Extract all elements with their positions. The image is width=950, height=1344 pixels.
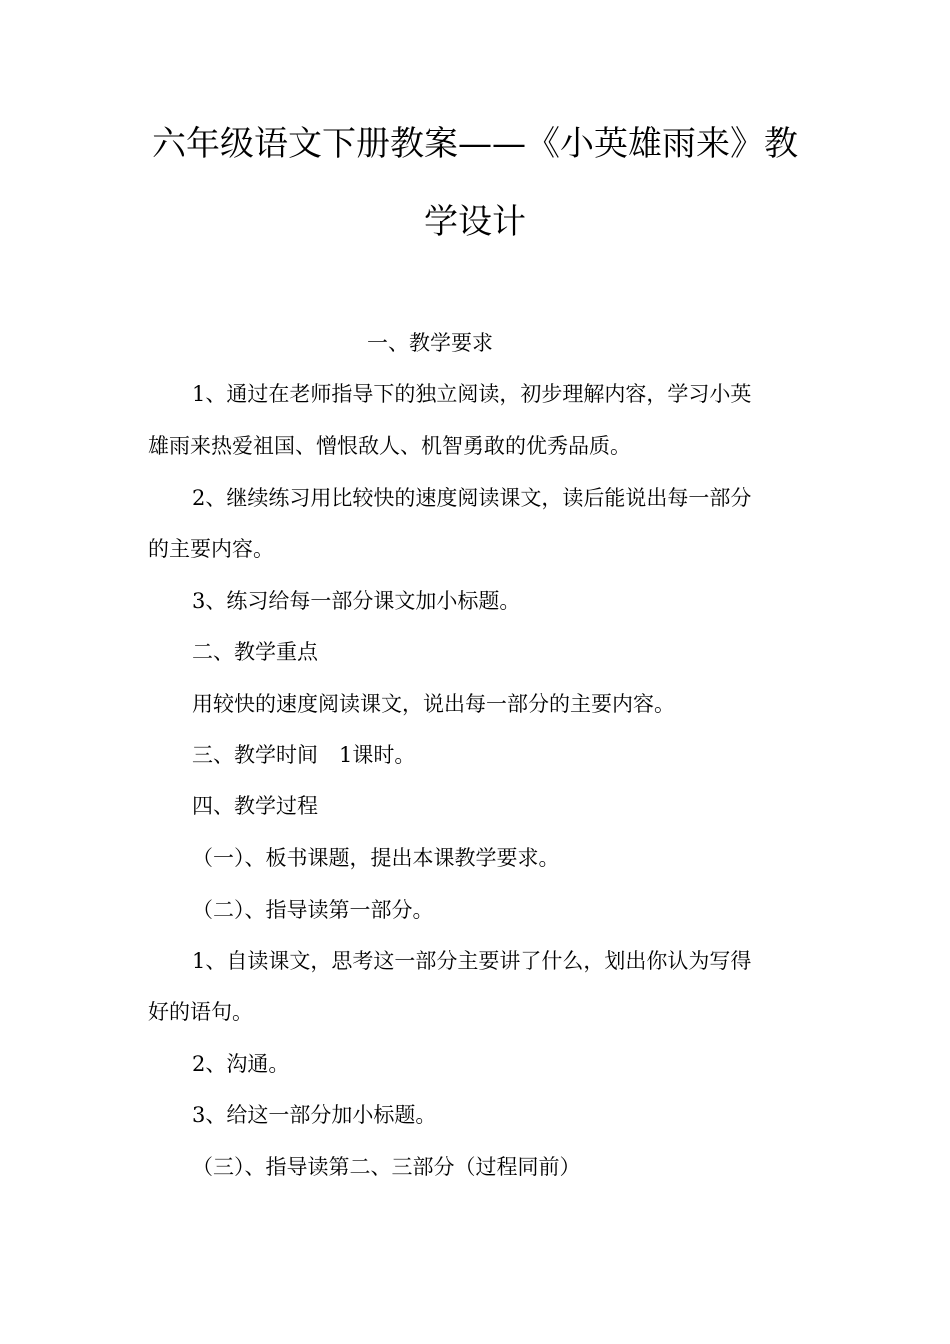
subsection-heading: （三）、指导读第二、三部分（过程同前） xyxy=(192,1155,581,1179)
subsection-heading: （一）、板书课题，提出本课教学要求。 xyxy=(192,846,560,870)
paragraph-line: 1、自读课文，思考这一部分主要讲了什么，划出你认为写得 xyxy=(192,949,752,973)
section-heading-requirements: 一、教学要求 xyxy=(367,331,493,355)
paragraph-line: 雄雨来热爱祖国、憎恨敌人、机智勇敢的优秀品质。 xyxy=(148,434,631,458)
paragraph-line: 2、继续练习用比较快的速度阅读课文，读后能说出每一部分 xyxy=(192,486,752,510)
section-heading-key-points: 二、教学重点 xyxy=(192,640,318,664)
paragraph-line: 2、沟通。 xyxy=(192,1052,290,1076)
document-title-line-2: 学设计 xyxy=(424,202,526,242)
paragraph-line: 用较快的速度阅读课文，说出每一部分的主要内容。 xyxy=(192,692,675,716)
section-heading-process: 四、教学过程 xyxy=(192,794,318,818)
paragraph-line: 3、练习给每一部分课文加小标题。 xyxy=(192,589,521,613)
subsection-heading: （二）、指导读第一部分。 xyxy=(192,898,434,922)
paragraph-line: 好的语句。 xyxy=(148,1000,253,1024)
section-heading-time: 三、教学时间 1课时。 xyxy=(192,743,416,767)
paragraph-line: 的主要内容。 xyxy=(148,537,274,561)
document-title-line-1: 六年级语文下册教案——《小英雄雨来》教 xyxy=(152,124,798,164)
paragraph-line: 1、通过在老师指导下的独立阅读，初步理解内容，学习小英 xyxy=(192,382,752,406)
paragraph-line: 3、给这一部分加小标题。 xyxy=(192,1103,437,1127)
